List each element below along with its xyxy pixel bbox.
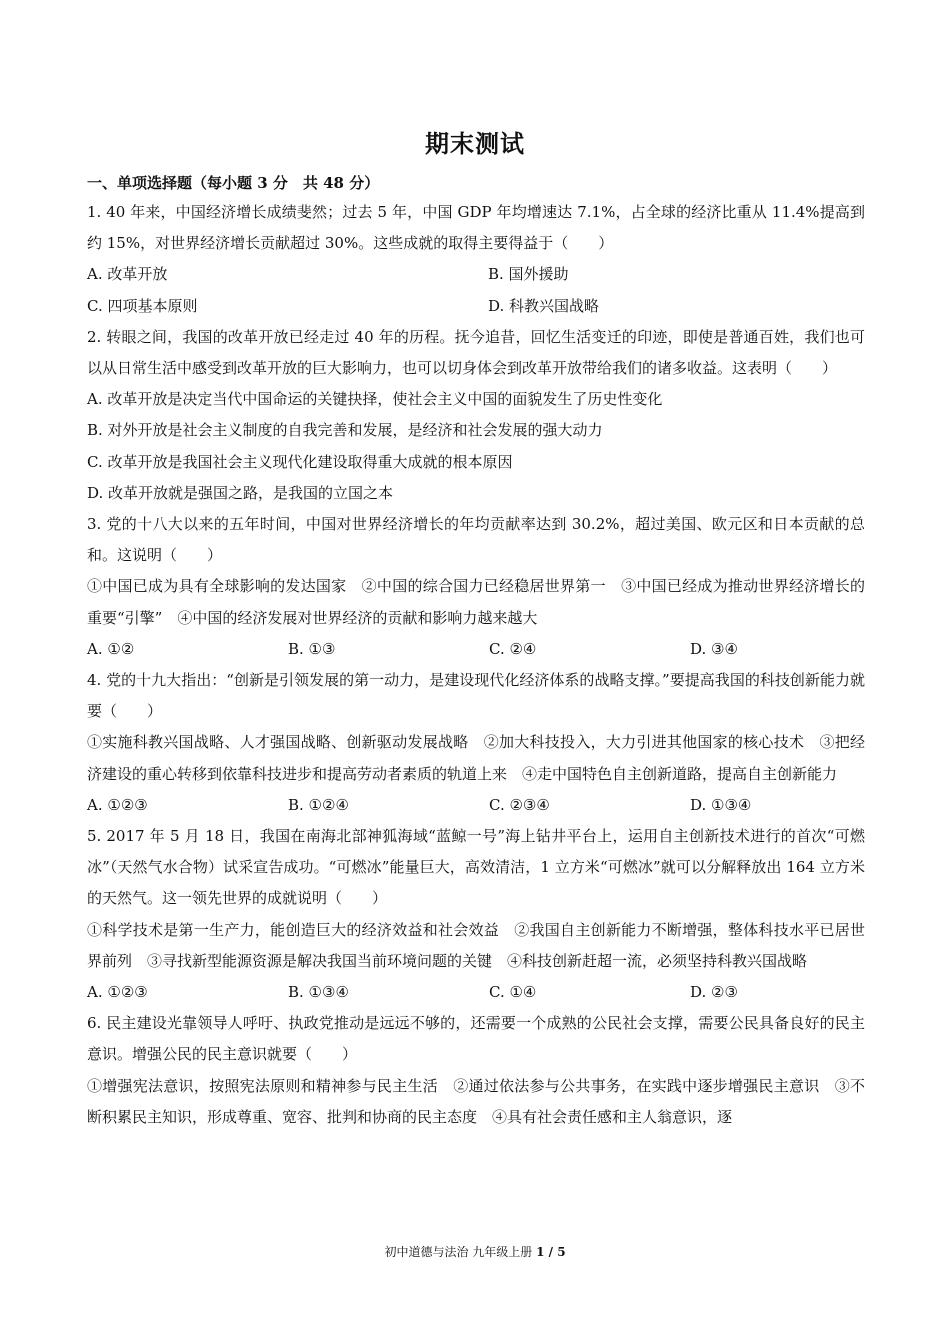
option-d: D. ③④ (690, 639, 738, 658)
option-a: A. ①② (87, 639, 135, 658)
question-stem: 1. 40 年来，中国经济增长成绩斐然；过去 5 年，中国 GDP 年均增速达 7.1%，占全球的经济比重从 11.4%提高到约 15%，对世界经济增长贡献超过 30%。这些成就的取得主要得益于（ ） (87, 203, 865, 253)
option-row (87, 977, 865, 1008)
option-row (87, 259, 865, 290)
question-list (87, 197, 865, 1133)
page-number: 1 / 5 (536, 1245, 566, 1259)
option-c: C. ①④ (489, 983, 537, 1002)
option-d: D. ②③ (690, 983, 738, 1002)
option-a: A. ①②③ (87, 795, 148, 814)
question-stem: 6. 民主建设光靠领导人呼吁、执政党推动是远远不够的，还需要一个成熟的公民社会支撑，需要公民具备良好的民主意识。增强公民的民主意识就要（ ） (87, 1014, 865, 1064)
question-statements: ①实施科教兴国战略、人才强国战略、创新驱动发展战略 ②加大科技投入，大力引进其他国家的核心技术 ③把经济建设的重心转移到依靠科技进步和提高劳动者素质的轨道上来 ④走中国特色自主创新道路，提高自主创新能力 (87, 733, 865, 783)
question-stem: 2. 转眼之间，我国的改革开放已经走过 40 年的历程。抚今追昔，回忆生活变迁的印迹，即使是普通百姓，我们也可以从日常生活中感受到改革开放的巨大影响力，也可以切身体会到改革开放带给我们的诸多收益。这表明（ ） (87, 327, 865, 378)
option-row (87, 634, 865, 665)
option-row (87, 790, 865, 821)
question-stem: 3. 党的十八大以来的五年时间，中国对世界经济增长的年均贡献率达到 30.2%，超过美国、欧元区和日本贡献的总和。这说明（ ） (87, 515, 865, 565)
section-heading: 一、单项选择题（每小题 3 分 共 48 分） (87, 174, 380, 192)
option-c: C. ②④ (489, 639, 537, 658)
option-d: D. 改革开放就是强国之路，是我国的立国之本 (87, 483, 394, 502)
option-row (87, 291, 865, 322)
option-b: B. 对外开放是社会主义制度的自我完善和发展，是经济和社会发展的强大动力 (87, 421, 603, 440)
option-b: B. ①③④ (288, 983, 349, 1002)
question-stem: 5. 2017 年 5 月 18 日，我国在南海北部神狐海域“蓝鲸一号”海上钻井平台上，运用自主创新技术进行的首次“可燃冰”（天然气水合物）试采宣告成功。“可燃冰”能量巨大，高效清洁，1 立方米“可燃冰”就可以分解释放出 164 立方米的天然气。这一领先世界的成就说明（ ） (87, 827, 865, 908)
question-statements: ①科学技术是第一生产力，能创造巨大的经济效益和社会效益 ②我国自主创新能力不断增强，整体科技水平已居世界前列 ③寻找新型能源资源是解决我国当前环境问题的关键 ④科技创新赶超一流，必须坚持科教兴国战略 (87, 920, 865, 970)
footer-subject: 初中道德与法治 九年级上册 (384, 1245, 533, 1259)
option-d: D. ①③④ (690, 795, 752, 814)
option-c: C. 四项基本原则 (87, 296, 198, 315)
option-c: C. ②③④ (489, 795, 550, 814)
option-a: A. 改革开放 (87, 265, 168, 284)
question-stem: 4. 党的十九大指出：“创新是引领发展的第一动力，是建设现代化经济体系的战略支撑。”要提高我国的科技创新能力就要（ ） (87, 671, 865, 721)
option-a: A. 改革开放是决定当代中国命运的关键抉择，使社会主义中国的面貌发生了历史性变化 (87, 390, 663, 409)
question-statements: ①中国已成为具有全球影响的发达国家 ②中国的综合国力已经稳居世界第一 ③中国已经成为推动世界经济增长的重要“引擎” ④中国的经济发展对世界经济的贡献和影响力越来越大 (87, 577, 865, 627)
option-d: D. 科教兴国战略 (488, 296, 600, 315)
option-b: B. 国外援助 (488, 265, 569, 284)
question-statements: ①增强宪法意识，按照宪法原则和精神参与民主生活 ②通过依法参与公共事务，在实践中逐步增强民主意识 ③不断积累民主知识，形成尊重、宽容、批判和协商的民主态度 ④具有社会责任感和主人翁意识，逐 (87, 1076, 865, 1126)
option-a: A. ①②③ (87, 983, 148, 1002)
page-title: 期末测试 (425, 129, 525, 158)
page-footer (0, 1243, 950, 1260)
option-b: B. ①②④ (288, 795, 349, 814)
option-b: B. ①③ (288, 639, 336, 658)
option-c: C. 改革开放是我国社会主义现代化建设取得重大成就的根本原因 (87, 452, 513, 471)
